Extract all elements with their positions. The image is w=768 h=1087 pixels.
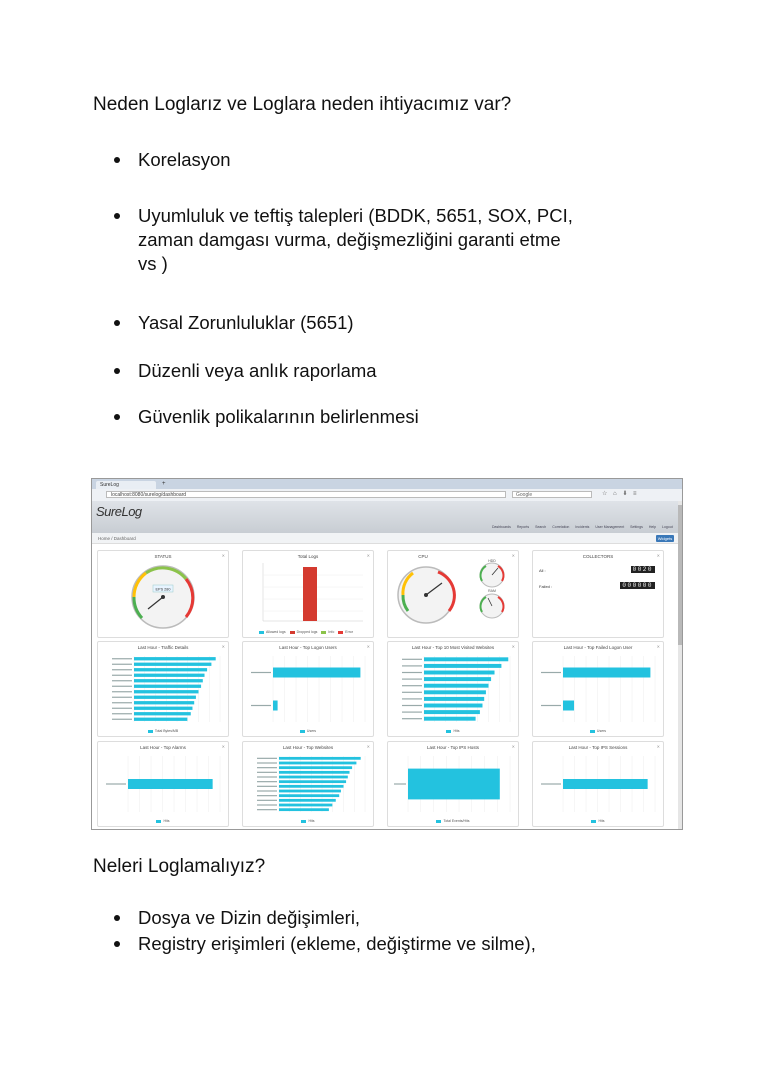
chart-legend [98,729,228,733]
blocked-panel [387,641,519,737]
legend-label: Hits [453,729,460,733]
app-header [92,501,682,533]
legend-swatch [300,730,305,733]
widgets-button[interactable]: Widgets [657,536,673,541]
close-icon[interactable]: ✕ [221,644,225,649]
category-label [257,762,277,763]
svg-text:RAM: RAM [488,589,496,593]
bar [279,771,350,774]
bar [563,701,574,711]
collector-row-failed: Failed : [539,584,553,589]
category-label [257,758,277,759]
failed-logon-panel [532,641,664,737]
legend-swatch [259,631,264,634]
category-label [257,804,277,805]
category-label [394,783,406,784]
breadcrumb: Home / Dashboard [92,533,682,544]
browser-tab-bar [92,479,682,489]
category-label [257,767,277,768]
close-icon[interactable]: ✕ [656,644,660,649]
collector-counter-failed: 000000 [622,582,653,589]
bullet-icon [114,414,120,420]
bar [279,780,346,783]
legend-swatch [301,820,306,823]
category-label [257,795,277,796]
eps-value: EPS 280 [155,587,171,592]
close-icon[interactable]: ✕ [366,744,370,749]
app-menu [492,525,679,529]
legend-label: Users [306,729,317,733]
close-icon[interactable]: ✕ [221,553,225,558]
surelog-logo: SureLog [96,504,142,519]
bar [134,707,192,710]
legend-swatch [436,820,441,823]
bar [563,668,650,678]
category-label [112,658,132,659]
bar [424,717,476,721]
bar [424,690,486,694]
list-item-text: Korelasyon [138,149,231,170]
menu-item[interactable]: User Management [595,525,625,529]
legend-label: Hits [598,819,605,823]
bar-chart [243,642,373,736]
bullet-icon [114,941,120,947]
alarms-panel [97,741,229,827]
bar-chart [98,742,228,826]
bar [424,704,482,708]
bar [279,808,329,811]
bar [134,679,203,682]
menu-item[interactable]: Logout [662,525,673,529]
legend-label: Hits [308,819,315,823]
category-label [257,772,277,773]
traffic-panel [97,641,229,737]
bar [134,701,194,704]
list-item-text: Yasal Zorunluluklar (5651) [138,312,354,333]
bar [408,769,500,800]
category-label [257,790,277,791]
category-label [257,776,277,777]
bar [279,799,336,802]
category-label [112,708,132,709]
panel-title: Last Hour - Top IPS Sessions [568,745,628,750]
ips-panel [387,741,519,827]
bar [134,674,205,677]
close-icon[interactable]: ✕ [511,553,515,558]
heading-why-logs: Neden Loglarız ve Loglara neden ihtiyacımız var? [93,94,512,115]
bar [134,657,216,660]
panel-title: Total Logs [297,554,319,559]
category-label [402,705,422,706]
bar [563,779,648,789]
chart-legend [533,729,663,733]
category-label [112,664,132,665]
close-icon[interactable]: ✕ [366,553,370,558]
bar [279,762,356,765]
bar [134,718,187,721]
bar [424,710,480,714]
legend-swatch [148,730,153,733]
bar [134,668,207,671]
bar [424,664,501,668]
panel-title: COLLECTORS [582,554,614,559]
collector-counter-all: 0020 [632,566,653,573]
total-logs-chart [243,551,373,637]
bar [424,657,508,661]
list-item-text: Düzenli veya anlık raporlama [138,360,377,381]
websites-panel [242,741,374,827]
category-label [112,675,132,676]
menu-item[interactable]: Help [648,525,657,529]
menu-item[interactable]: Correlation [552,525,570,529]
chart-legend [243,729,373,733]
bar [279,790,341,793]
category-label [257,809,277,810]
bar [134,685,201,688]
category-label [251,672,271,673]
legend-label: Hits [163,819,170,823]
bar [128,779,213,789]
bar-chart [243,742,373,826]
category-label [112,691,132,692]
bar [279,776,348,779]
bar-allowed [303,567,317,621]
browser-search-field[interactable]: Google [512,491,592,498]
legend-swatch [446,730,451,733]
browser-tab[interactable]: SureLog [96,481,156,489]
panel-title: Last Hour - Traffic Details [137,645,189,650]
menu-item[interactable]: Search [535,525,547,529]
panel-title: Last Hour - Top IPS Hosts [427,745,479,750]
bar [134,663,211,666]
legend-swatch [156,820,161,823]
chart-legend [533,819,663,823]
list-item-text: Uyumluluk ve teftiş talepleri (BDDK, 5651, SOX, PCI, [138,205,573,226]
category-label [257,800,277,801]
bullet-icon [114,213,120,219]
category-label [402,685,422,686]
total-logs-panel [242,550,374,638]
bullet-icon [114,915,120,921]
bar-chart [533,742,663,826]
bar [273,668,360,678]
chart-legend [388,819,518,823]
collector-row-all: All : [539,568,546,573]
close-icon[interactable]: ✕ [656,553,660,558]
category-label [402,712,422,713]
bullet-icon [114,368,120,374]
bullet-icon [114,157,120,163]
panel-title: Last Hour - Top Failed Logon User [563,645,633,650]
menu-item[interactable]: Dashboards [492,525,511,529]
close-icon[interactable]: ✕ [366,644,370,649]
scrollbar-thumb[interactable] [678,505,682,645]
legend-label: Dropped logs [296,630,318,634]
browser-toolbar-icons[interactable]: ☆ ⌂ ⬇ ≡ [602,491,639,497]
category-label [112,680,132,681]
ips-sessions-panel [532,741,664,827]
panel-title: CPU [418,554,428,559]
bar [424,671,495,675]
category-label [106,783,126,784]
chart-legend [243,630,373,634]
menu-item[interactable]: Settings [630,525,643,529]
eps-gauge-panel [97,550,229,638]
chart-legend [98,819,228,823]
list-item-text: zaman damgası vurma, değişmezliğini garanti etme [138,229,561,250]
category-label [402,665,422,666]
bar [134,712,191,715]
category-label [112,719,132,720]
category-label [112,713,132,714]
category-label [402,659,422,660]
menu-item[interactable]: Reports [516,525,530,529]
category-label [251,705,271,706]
category-label [402,679,422,680]
bar [424,697,484,701]
list-item-text: vs ) [138,253,168,274]
category-label [541,783,561,784]
legend-label: Info [328,630,335,634]
logon-users-panel [242,641,374,737]
legend-swatch [591,820,596,823]
category-label [541,705,561,706]
close-icon[interactable]: ✕ [221,744,225,749]
legend-label: Users [596,729,607,733]
legend-label: Total Bytes/MB [154,729,179,733]
close-icon[interactable]: ✕ [656,744,660,749]
legend-swatch [590,730,595,733]
chart-legend [243,819,373,823]
category-label [112,702,132,703]
eps-gauge [98,551,228,637]
category-label [402,692,422,693]
list-item-text: Güvenlik polikalarının belirlenmesi [138,406,419,427]
category-label [112,697,132,698]
bullet-icon [114,320,120,326]
category-label [257,781,277,782]
surelog-dashboard-screenshot [91,478,683,830]
bar [424,677,491,681]
cpu-panel [387,550,519,638]
panel-title: Last Hour - Top Logon Users [279,645,337,650]
bar [279,804,332,807]
bar-chart [388,742,518,826]
bar [279,766,352,769]
category-label [402,698,422,699]
bar [279,757,361,760]
category-label [112,669,132,670]
cpu-gauges [388,551,518,637]
category-label [112,686,132,687]
legend-swatch [321,631,326,634]
panel-title: STATUS [154,554,172,559]
close-icon[interactable]: ✕ [511,644,515,649]
bar [273,701,278,711]
panel-title: Last Hour - Top 10 Most Visited Websites [411,645,495,650]
panel-title: Last Hour - Top Websites [282,745,334,750]
heading-what-to-log: Neleri Loglamalıyız? [93,856,266,877]
bar [279,794,339,797]
page-scrollbar[interactable] [678,501,682,829]
bar [424,684,489,688]
new-tab-icon[interactable]: + [162,481,166,487]
category-label [402,718,422,719]
collectors-panel [532,550,664,638]
list-item-text: Registry erişimleri (ekleme, değiştirme ve silme), [138,933,536,954]
bar-chart [533,642,663,736]
close-icon[interactable]: ✕ [511,744,515,749]
legend-label: Allowed logs [265,630,286,634]
menu-item[interactable]: Incidents [575,525,590,529]
legend-label: Error [345,630,354,634]
category-label [402,672,422,673]
url-field[interactable]: localhost:8080/surelog/dashboard [106,491,506,498]
panel-title: Last Hour - Top Alarms [140,745,186,750]
category-label [257,786,277,787]
bar [279,785,344,788]
legend-swatch [290,631,295,634]
bar [134,690,199,693]
legend-label: Total Events/Hits [443,819,470,823]
legend-swatch [338,631,343,634]
list-item-text: Dosya ve Dizin değişimleri, [138,907,361,928]
category-label [541,672,561,673]
bar [134,696,196,699]
bar-chart [98,642,228,736]
svg-text:HDD: HDD [488,559,496,563]
chart-legend [388,729,518,733]
bar-chart [388,642,518,736]
